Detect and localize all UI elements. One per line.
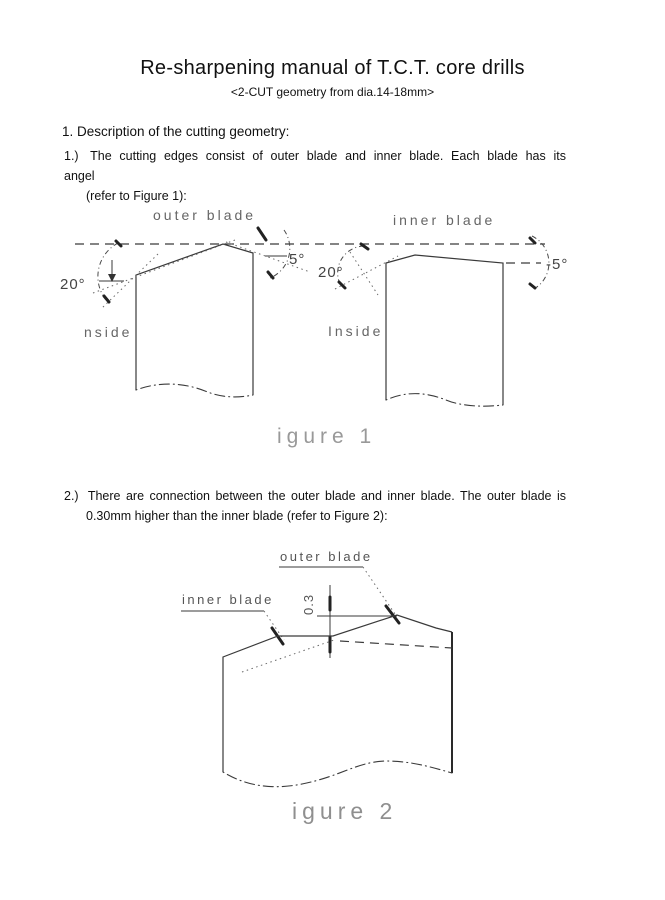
figure2-inner-blade-label: inner blade (182, 592, 274, 607)
outer-blade-outline (136, 244, 253, 395)
item-1-line-1 (64, 146, 566, 186)
figure1-inner-blade-label: inner blade (393, 212, 496, 228)
outer-blade-break-line (136, 384, 253, 397)
outer-clearance-angle-label: 20° (60, 276, 86, 293)
arc-arrow-tick (258, 228, 266, 240)
item-1-text: The cutting edges consist of outer blade and inner blade. Each blade has its angel (64, 149, 566, 183)
item-2-line-1 (64, 486, 566, 506)
inner-level-dashed-line (340, 641, 452, 648)
page-title: Re-sharpening manual of T.C.T. core drills (140, 57, 525, 79)
page-subtitle: <2-CUT geometry from dia.14-18mm> (230, 85, 435, 99)
paragraph-item-1 (64, 146, 566, 206)
arc-arrow-tick (104, 296, 109, 302)
figure2-outer-blade-label: outer blade (280, 549, 373, 564)
arc-arrow-tick (530, 284, 535, 288)
figure-1-drawing (0, 198, 665, 460)
angle-arc (98, 243, 118, 300)
arc-arrow-tick (116, 241, 121, 246)
item-2-marker: 2.) (64, 489, 79, 503)
item-2-text: There are connection between the outer blade and inner blade. The outer blade is (87, 489, 567, 503)
inner-blade-break-line (386, 394, 503, 407)
height-dimension-label: 0.3 (301, 593, 316, 615)
figure-2-drawing (0, 540, 665, 840)
angle-crossing-dotted (350, 252, 378, 295)
item-1-line-2: (refer to Figure 1): (86, 189, 187, 203)
outer-tip-angle-label: 5° (289, 251, 306, 268)
arc-arrow-tick (268, 272, 273, 278)
section-heading: 1. Description of the cutting geometry: (62, 124, 290, 139)
figure2-caption: igure 2 (292, 798, 398, 824)
inner-blade-outline (386, 255, 503, 405)
drill-body-break-line (223, 761, 452, 787)
angle-crossing-dotted (335, 256, 398, 289)
arc-arrow-tick (339, 282, 345, 288)
paragraph-item-2 (64, 486, 566, 526)
inner-clearance-angle-label: 20° (318, 264, 344, 281)
callout-leader-dotted (363, 567, 395, 614)
drill-body-top-outline (223, 615, 452, 772)
arc-arrow-tick (530, 238, 535, 243)
figure1-outer-blade-label: outer blade (153, 207, 257, 223)
item-2-line-2: 0.30mm higher than the inner blade (refer to Figure 2): (86, 509, 388, 523)
figure1-caption: igure 1 (277, 425, 377, 448)
item-1-marker: 1.) (64, 149, 79, 163)
figure1-inner-inside-label: Inside (328, 323, 384, 339)
figure1-outer-inside-label: nside (84, 324, 133, 340)
arc-arrow-tick (361, 244, 368, 249)
angle-arc (270, 230, 290, 278)
inner-tip-angle-label: -5° (546, 256, 569, 273)
